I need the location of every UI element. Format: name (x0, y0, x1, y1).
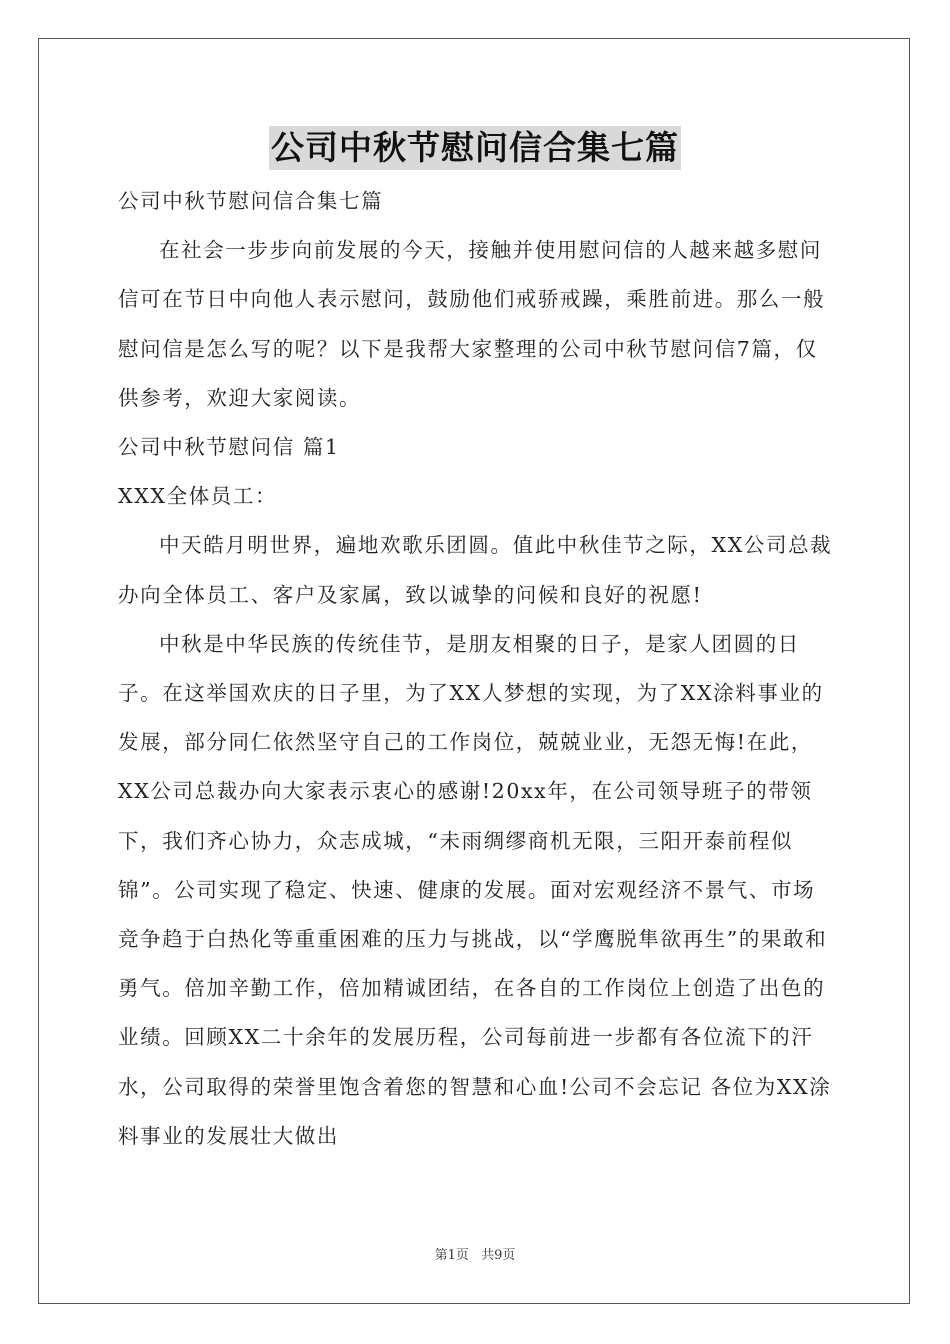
body-paragraph: 中天皓月明世界，遍地欢歌乐团圆。值此中秋佳节之际，XX公司总裁办向全体员工、客户及家属，致以诚挚的问候和良好的祝愿! (118, 533, 833, 607)
page-footer (0, 1244, 950, 1263)
document-title: 公司中秋节慰问信合集七篇 (269, 126, 681, 170)
document-body (118, 177, 834, 1161)
title-wrap (0, 126, 950, 170)
intro-paragraph: 在社会一步步向前发展的今天，接触并使用慰问信的人越来越多慰问信可在节日中向他人表示慰问，鼓励他们戒骄戒躁，乘胜前进。那么一般慰问信是怎么写的呢？以下是我帮大家整理的公司中秋节慰问信7篇，仅供参考，欢迎大家阅读。 (118, 238, 826, 410)
body-paragraph: 中秋是中华民族的传统佳节，是朋友相聚的日子，是家人团圆的日子。在这举国欢庆的日子里，为了XX人梦想的实现，为了XX涂料事业的发展，部分同仁依然坚守自己的工作岗位，兢兢业业，无怨无悔!在此，XX公司总裁办向大家表示衷心的感谢!20xx年，在公司领导班子的带领下，我们齐心协力，众志成城，“未雨绸缪商机无限，三阳开泰前程似锦”。公司实现了稳定、快速、健康的发展。面对宏观经济不景气、市场竞争趋于白热化等重重困难的压力与挑战，以“学鹰脱隼欲再生”的果敢和勇气。倍加辛勤工作，倍加精诚团结，在各自的工作岗位上创造了出色的业绩。回顾XX二十余年的发展历程，公司每前进一步都有各位流下的汗水，公司取得的荣誉里饱含着您的智慧和心血!公司不会忘记 各位为XX涂料事业的发展壮大做出 (118, 631, 832, 1148)
salutation: XXX全体员工： (118, 484, 278, 509)
page-total: 共9页 (481, 1248, 516, 1263)
subtitle-paragraph: 公司中秋节慰问信合集七篇 (118, 189, 384, 213)
page-number: 第1页 (434, 1248, 469, 1263)
section-heading: 公司中秋节慰问信 篇1 (118, 435, 340, 460)
